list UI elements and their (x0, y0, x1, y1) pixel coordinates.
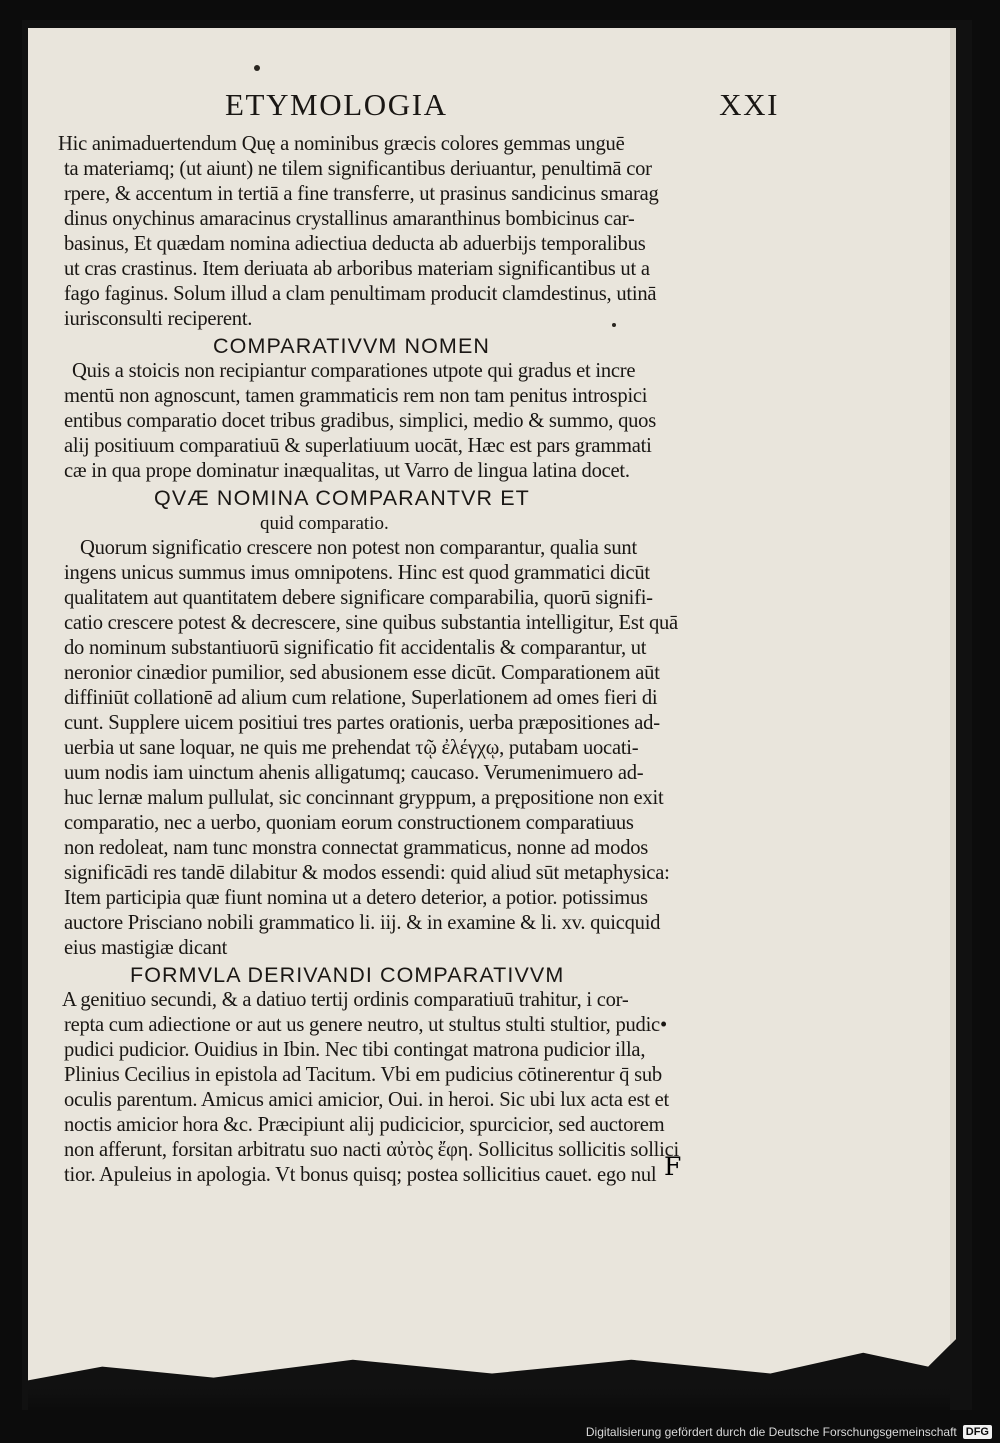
text-line: iurisconsulti reciperent. (64, 308, 253, 330)
text-line: neronior cinædior pumilior, sed abusionem esse dicūt. Comparationem aūt (64, 662, 660, 684)
page-title: ETYMOLOGIA (225, 87, 448, 122)
page-text (58, 87, 779, 1188)
text-line: dinus onychinus amaracinus crystallinus amaranthinus bombicinus car- (64, 208, 635, 230)
text-line: ta materiamq; (ut aiunt) ne tilem significantibus deriuantur, penultimā cor (64, 158, 652, 180)
text-line: huc lernæ malum pullulat, sic concinnant gryppum, a prępositione non exit (64, 787, 664, 809)
ink-speck (254, 65, 260, 71)
text-line: ingens unicus summus imus omnipotens. Hinc est quod grammatici dicūt (64, 562, 650, 584)
folio-number: XXI (719, 87, 779, 122)
text-line: Quorum significatio crescere non potest non comparantur, qualia sunt (80, 537, 637, 559)
dfg-logo: DFG (963, 1425, 992, 1439)
page-bottom-edge (28, 1355, 950, 1410)
text-line: uum nodis iam uinctum ahenis alligatumq; caucaso. Verumenimuero ad- (64, 762, 644, 784)
text-line: cæ in qua prope dominatur inæqualitas, ut Varro de lingua latina docet. (64, 460, 630, 482)
text-line: entibus comparatio docet tribus gradibus, simplici, medio & summo, quos (64, 410, 656, 432)
text-line: cunt. Supplere uicem positiui tres partes orationis, uerba præpositiones ad- (64, 712, 660, 734)
text-line: qualitatem aut quantitatem debere significare comparabilia, quorū signifi- (64, 587, 653, 609)
text-line: rpere, & accentum in tertiā a fine transferre, ut prasinus sandicinus smarag (64, 183, 659, 205)
text-line: non afferunt, forsitan arbitratu suo nacti αὐτὸς ἔφη. Sollicitus sollicitis sollici (64, 1139, 679, 1161)
text-line: tior. Apuleius in apologia. Vt bonus quisq; postea sollicitius cauet. ego nul (64, 1164, 657, 1186)
text-line: Quis a stoicis non recipiantur comparationes utpote qui gradus et incre (72, 360, 636, 382)
digitization-credit (586, 1425, 992, 1439)
text-line: alij positiuum comparatiuū & superlatiuum uocāt, Hæc est pars grammati (64, 435, 652, 457)
text-line: oculis parentum. Amicus amici amicior, Oui. in heroi. Sic ubi lux acta est et (64, 1089, 670, 1111)
text-line: non redoleat, nam tunc monstra connectat grammaticus, nonne ad modos (64, 837, 649, 859)
text-line: significādi res tandē dilabitur & modos essendi: quid aliud sūt metaphysica: (64, 862, 670, 884)
text-line: Item participia quæ fiunt nomina ut a detero deterior, a potior. potissimus (64, 887, 648, 909)
text-line: eius mastigiæ dicant (64, 937, 228, 959)
section-heading: FORMVLA DERIVANDI COMPARATIVVM (130, 963, 565, 987)
section-subheading: quid comparatio. (260, 513, 389, 534)
paragraph-1 (58, 132, 773, 332)
text-line: fago faginus. Solum illud a clam penultimam producit clamdestinus, utinā (64, 283, 657, 305)
paragraph-2 (58, 359, 773, 484)
catchword: F (664, 1152, 682, 1181)
text-line: noctis amicior hora &c. Præcipiunt alij pudicicior, spurcicior, sed auctorem (64, 1114, 665, 1136)
text-line: diffiniūt collationē ad alium cum relatione, Superlationem ad omes fieri di (64, 687, 658, 709)
text-line: do nominum substantiuorū significatio fit accidentalis & comparantur, ut (64, 637, 647, 659)
text-line: comparatio, nec a uerbo, quoniam eorum constructionem comparatiuus (64, 812, 634, 834)
section-heading: QVÆ NOMINA COMPARANTVR ET (154, 486, 530, 510)
section-heading: COMPARATIVVM NOMEN (213, 334, 491, 358)
paragraph-3 (58, 536, 773, 961)
credit-text: Digitalisierung gefördert durch die Deutsche Forschungsgemeinschaft (585, 1425, 957, 1439)
text-line: pudici pudicior. Ouidius in Ibin. Nec tibi contingat matrona pudicior illa, (64, 1039, 646, 1061)
text-line: Hic animaduertendum Quę a nominibus græcis colores gemmas unguē (58, 133, 625, 155)
text-line: Plinius Cecilius in epistola ad Tacitum. Vbi em pudicius cōtinerentur q̄ sub (64, 1064, 662, 1086)
running-header (58, 87, 779, 132)
text-line: catio crescere potest & decrescere, sine quibus substantia intelligitur, Est quā (64, 612, 678, 634)
text-line: auctore Prisciano nobili grammatico li. iij. & in examine & li. xv. quicquid (64, 912, 661, 934)
text-line: ut cras crastinus. Item deriuata ab arboribus materiam significantibus ut a (64, 258, 650, 280)
text-line: repta cum adiectione or aut us genere neutro, ut stultus stulti stultior, pudic• (64, 1014, 667, 1036)
text-line: uerbia ut sane loquar, ne quis me prehendat τῷ ἐλέγχῳ, putabam uocati- (64, 737, 639, 759)
text-line: mentū non agnoscunt, tamen grammaticis rem non tam penitus introspici (64, 385, 648, 407)
text-line: basinus, Et quædam nomina adiectiua deducta ab aduerbijs temporalibus (64, 233, 646, 255)
text-line: A genitiuo secundi, & a datiuo tertij ordinis comparatiuū trahitur, i cor- (62, 989, 629, 1011)
